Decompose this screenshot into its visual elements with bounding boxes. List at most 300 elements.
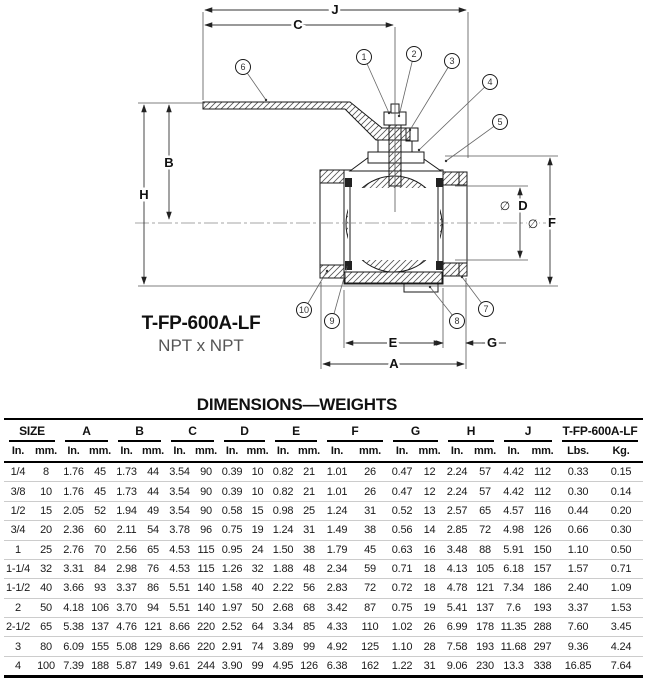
table-cell: 3.89 xyxy=(270,637,296,656)
dim-label-G: G xyxy=(486,335,498,350)
table-cell: 0.47 xyxy=(388,462,416,482)
table-cell: 2.85 xyxy=(443,521,471,540)
subheader-mm: mm. xyxy=(32,442,60,462)
table-cell: 220 xyxy=(193,618,219,637)
subheader-in: In. xyxy=(219,442,245,462)
table-cell: 13.3 xyxy=(499,656,528,676)
table-cell: 1.01 xyxy=(322,482,352,501)
table-cell: 140 xyxy=(193,598,219,617)
table-cell: 84 xyxy=(87,559,113,578)
table-cell: 65 xyxy=(140,540,166,559)
dim-label-J: J xyxy=(331,2,339,17)
dim-label-D: D xyxy=(518,198,528,213)
table-cell: 3 xyxy=(4,637,32,656)
table-cell: 0.75 xyxy=(388,598,416,617)
table-cell: 7.6 xyxy=(499,598,528,617)
table-cell: 0.47 xyxy=(388,482,416,501)
table-cell: 1.09 xyxy=(599,579,643,598)
table-cell: 2.11 xyxy=(113,521,140,540)
table-row xyxy=(4,540,643,559)
column-group-A: A xyxy=(60,419,113,442)
table-cell: 116 xyxy=(528,501,557,520)
table-cell: 4.92 xyxy=(322,637,352,656)
table-cell: 2.56 xyxy=(113,540,140,559)
table-cell: 26 xyxy=(352,462,388,482)
table-cell: 2.22 xyxy=(270,579,296,598)
table-cell: 15 xyxy=(245,501,270,520)
table-cell: 100 xyxy=(32,656,60,676)
callout-1: 1 xyxy=(361,52,367,62)
table-cell: 4.24 xyxy=(599,637,643,656)
table-cell: 6.38 xyxy=(322,656,352,676)
table-cell: 5.08 xyxy=(113,637,140,656)
table-cell: 297 xyxy=(528,637,557,656)
table-row xyxy=(4,521,643,540)
subheader-in: In. xyxy=(4,442,32,462)
table-cell: 24 xyxy=(245,540,270,559)
callout-6: 6 xyxy=(240,62,246,72)
ball xyxy=(346,176,442,272)
table-cell: 90 xyxy=(193,501,219,520)
table-cell: 7.58 xyxy=(443,637,471,656)
column-group-G: G xyxy=(388,419,443,442)
subheader-mm: mm. xyxy=(140,442,166,462)
table-cell: 5.51 xyxy=(166,579,193,598)
table-cell: 12 xyxy=(416,482,443,501)
table-cell: 193 xyxy=(528,598,557,617)
table-cell: 45 xyxy=(87,482,113,501)
table-cell: 9.06 xyxy=(443,656,471,676)
table-cell: 6.18 xyxy=(499,559,528,578)
table-cell: 1 xyxy=(4,540,32,559)
column-group-F: F xyxy=(322,419,388,442)
table-cell: 3.34 xyxy=(270,618,296,637)
table-cell: 150 xyxy=(528,540,557,559)
table-cell: 126 xyxy=(528,521,557,540)
table-cell: 64 xyxy=(245,618,270,637)
table-cell: 4.76 xyxy=(113,618,140,637)
table-cell: 16.85 xyxy=(557,656,599,676)
table-cell: 16 xyxy=(416,540,443,559)
table-cell: 4.33 xyxy=(322,618,352,637)
table-cell: 45 xyxy=(87,462,113,482)
table-cell: 38 xyxy=(352,521,388,540)
table-cell: 88 xyxy=(471,540,499,559)
table-cell: 57 xyxy=(471,482,499,501)
table-cell: 90 xyxy=(193,482,219,501)
table-cell: 54 xyxy=(140,521,166,540)
table-cell: 126 xyxy=(296,656,322,676)
table-cell: 230 xyxy=(471,656,499,676)
table-cell: 129 xyxy=(140,637,166,656)
table-cell: 155 xyxy=(87,637,113,656)
subheader-in: In. xyxy=(388,442,416,462)
table-cell: 157 xyxy=(528,559,557,578)
table-cell: 6.09 xyxy=(60,637,87,656)
table-cell: 112 xyxy=(528,482,557,501)
table-row xyxy=(4,482,643,501)
table-cell: 2.52 xyxy=(219,618,245,637)
table-cell: 7.39 xyxy=(60,656,87,676)
table-cell: 99 xyxy=(245,656,270,676)
table-cell: 115 xyxy=(193,540,219,559)
table-cell: 2-1/2 xyxy=(4,618,32,637)
table-cell: 0.82 xyxy=(270,462,296,482)
table-cell: 244 xyxy=(193,656,219,676)
table-cell: 1.79 xyxy=(322,540,352,559)
table-cell: 94 xyxy=(140,598,166,617)
table-cell: 9.61 xyxy=(166,656,193,676)
table-cell: 1.88 xyxy=(270,559,296,578)
subheader-mm: mm. xyxy=(416,442,443,462)
table-cell: 1.10 xyxy=(557,540,599,559)
table-cell: 48 xyxy=(296,559,322,578)
table-cell: 121 xyxy=(471,579,499,598)
table-cell: 10 xyxy=(245,482,270,501)
table-cell: 93 xyxy=(87,579,113,598)
dim-label-C: C xyxy=(293,17,303,32)
table-cell: 18 xyxy=(416,579,443,598)
table-cell: 10 xyxy=(32,482,60,501)
table-cell: 70 xyxy=(87,540,113,559)
table-cell: 3.31 xyxy=(60,559,87,578)
table-cell: 1.50 xyxy=(270,540,296,559)
table-cell: 1.02 xyxy=(388,618,416,637)
table-cell: 45 xyxy=(352,540,388,559)
table-cell: 76 xyxy=(140,559,166,578)
table-cell: 0.66 xyxy=(557,521,599,540)
table-cell: 1.73 xyxy=(113,462,140,482)
table-row xyxy=(4,579,643,598)
table-cell: 4.13 xyxy=(443,559,471,578)
callout-3: 3 xyxy=(449,56,455,66)
callout-4: 4 xyxy=(487,77,493,87)
connection-type: NPT x NPT xyxy=(158,336,244,355)
table-cell: 1.22 xyxy=(388,656,416,676)
table-cell: 4.57 xyxy=(499,501,528,520)
subheader-mm: mm. xyxy=(296,442,322,462)
table-cell: 21 xyxy=(296,462,322,482)
diameter-symbol-D: ∅ xyxy=(499,199,511,213)
table-cell: 149 xyxy=(140,656,166,676)
table-cell: 12 xyxy=(416,462,443,482)
table-cell: 5.38 xyxy=(60,618,87,637)
table-cell: 105 xyxy=(471,559,499,578)
model-number: T-FP-600A-LF xyxy=(141,313,261,334)
table-cell: 5.91 xyxy=(499,540,528,559)
table-cell: 1.53 xyxy=(599,598,643,617)
table-cell: 4.95 xyxy=(270,656,296,676)
subheader-mm: mm. xyxy=(352,442,388,462)
table-cell: 2.68 xyxy=(270,598,296,617)
table-cell: 52 xyxy=(87,501,113,520)
table-cell: 2.36 xyxy=(60,521,87,540)
dim-label-A: A xyxy=(389,356,399,371)
callout-9: 9 xyxy=(329,316,335,326)
table-row xyxy=(4,462,643,482)
table-cell: 7.64 xyxy=(599,656,643,676)
table-cell: 112 xyxy=(528,462,557,482)
table-cell: 4.53 xyxy=(166,540,193,559)
callout-10: 10 xyxy=(298,305,310,315)
table-cell: 60 xyxy=(87,521,113,540)
dimensions-table xyxy=(4,418,643,678)
table-cell: 6.99 xyxy=(443,618,471,637)
subheader-in: In. xyxy=(113,442,140,462)
subheader-kg: Kg. xyxy=(599,442,643,462)
table-cell: 1.24 xyxy=(322,501,352,520)
table-cell: 1.97 xyxy=(219,598,245,617)
table-row xyxy=(4,637,643,656)
table-body xyxy=(4,462,643,677)
table-cell: 20 xyxy=(32,521,60,540)
table-cell: 3.54 xyxy=(166,482,193,501)
subheader-in: In. xyxy=(322,442,352,462)
dim-label-H: H xyxy=(139,187,149,202)
table-cell: 4 xyxy=(4,656,32,676)
subheader-in: In. xyxy=(270,442,296,462)
table-cell: 1.58 xyxy=(219,579,245,598)
table-cell: 32 xyxy=(32,559,60,578)
table-cell: 99 xyxy=(296,637,322,656)
table-cell: 2.05 xyxy=(60,501,87,520)
table-cell: 32 xyxy=(245,559,270,578)
table-cell: 0.39 xyxy=(219,462,245,482)
column-group-T-FP-600A-LF: T-FP-600A-LF xyxy=(557,419,643,442)
table-cell: 4.42 xyxy=(499,462,528,482)
table-cell: 1-1/4 xyxy=(4,559,32,578)
table-cell: 31 xyxy=(352,501,388,520)
table-cell: 0.72 xyxy=(388,579,416,598)
table-cell: 0.44 xyxy=(557,501,599,520)
table-cell: 1.49 xyxy=(322,521,352,540)
table-cell: 5.51 xyxy=(166,598,193,617)
table-cell: 3.54 xyxy=(166,462,193,482)
table-cell: 44 xyxy=(140,462,166,482)
table-cell: 57 xyxy=(471,462,499,482)
table-cell: 11.68 xyxy=(499,637,528,656)
table-cell: 3.90 xyxy=(219,656,245,676)
table-cell: 0.52 xyxy=(388,501,416,520)
table-cell: 0.33 xyxy=(557,462,599,482)
table-cell: 90 xyxy=(193,462,219,482)
subheader-mm: mm. xyxy=(471,442,499,462)
table-cell: 3.45 xyxy=(599,618,643,637)
table-cell: 65 xyxy=(32,618,60,637)
table-cell: 2.24 xyxy=(443,462,471,482)
table-cell: 0.15 xyxy=(599,462,643,482)
subheader-in: In. xyxy=(166,442,193,462)
subheader-in: In. xyxy=(443,442,471,462)
valve-handle xyxy=(203,102,410,140)
table-cell: 0.71 xyxy=(599,559,643,578)
table-cell: 1.01 xyxy=(322,462,352,482)
table-cell: 1.73 xyxy=(113,482,140,501)
table-cell: 110 xyxy=(352,618,388,637)
table-cell: 338 xyxy=(528,656,557,676)
table-cell: 2.57 xyxy=(443,501,471,520)
table-cell: 4.53 xyxy=(166,559,193,578)
table-cell: 3.66 xyxy=(60,579,87,598)
subheader-mm: mm. xyxy=(528,442,557,462)
table-header xyxy=(4,419,643,462)
table-cell: 4.98 xyxy=(499,521,528,540)
table-title: DIMENSIONS—WEIGHTS xyxy=(196,395,398,414)
table-cell: 4.78 xyxy=(443,579,471,598)
table-cell: 0.63 xyxy=(388,540,416,559)
column-group-E: E xyxy=(270,419,322,442)
dim-label-E: E xyxy=(388,335,398,350)
table-cell: 0.95 xyxy=(219,540,245,559)
table-cell: 2 xyxy=(4,598,32,617)
table-row xyxy=(4,559,643,578)
table-cell: 19 xyxy=(416,598,443,617)
table-row xyxy=(4,656,643,676)
table-cell: 50 xyxy=(32,598,60,617)
table-cell: 0.75 xyxy=(219,521,245,540)
table-cell: 0.30 xyxy=(599,521,643,540)
table-cell: 0.30 xyxy=(557,482,599,501)
table-cell: 0.50 xyxy=(599,540,643,559)
table-cell: 178 xyxy=(471,618,499,637)
table-cell: 1.76 xyxy=(60,462,87,482)
table-cell: 8.66 xyxy=(166,637,193,656)
table-cell: 288 xyxy=(528,618,557,637)
table-cell: 68 xyxy=(296,598,322,617)
table-cell: 5.87 xyxy=(113,656,140,676)
subheader-lbs: Lbs. xyxy=(557,442,599,462)
table-cell: 2.76 xyxy=(60,540,87,559)
table-cell: 137 xyxy=(471,598,499,617)
table-row xyxy=(4,598,643,617)
table-cell: 49 xyxy=(140,501,166,520)
column-group-J: J xyxy=(499,419,557,442)
table-cell: 1.94 xyxy=(113,501,140,520)
table-cell: 56 xyxy=(296,579,322,598)
table-cell: 11.35 xyxy=(499,618,528,637)
table-cell: 2.34 xyxy=(322,559,352,578)
table-cell: 106 xyxy=(87,598,113,617)
table-cell: 188 xyxy=(87,656,113,676)
table-cell: 0.58 xyxy=(219,501,245,520)
table-cell: 13 xyxy=(416,501,443,520)
table-cell: 2.24 xyxy=(443,482,471,501)
callout-2: 2 xyxy=(411,49,417,59)
table-cell: 14 xyxy=(416,521,443,540)
subheader-mm: mm. xyxy=(245,442,270,462)
table-cell: 121 xyxy=(140,618,166,637)
table-cell: 40 xyxy=(32,579,60,598)
table-cell: 96 xyxy=(193,521,219,540)
table-row xyxy=(4,501,643,520)
column-group-H: H xyxy=(443,419,499,442)
column-group-B: B xyxy=(113,419,166,442)
table-cell: 3/8 xyxy=(4,482,32,501)
table-cell: 2.91 xyxy=(219,637,245,656)
table-cell: 8.66 xyxy=(166,618,193,637)
table-cell: 0.82 xyxy=(270,482,296,501)
table-cell: 8 xyxy=(32,462,60,482)
table-cell: 1.10 xyxy=(388,637,416,656)
table-cell: 3.78 xyxy=(166,521,193,540)
table-cell: 3.54 xyxy=(166,501,193,520)
table-cell: 3.37 xyxy=(113,579,140,598)
table-cell: 0.56 xyxy=(388,521,416,540)
table-cell: 38 xyxy=(296,540,322,559)
diameter-symbol-F: ∅ xyxy=(527,217,539,231)
table-cell: 50 xyxy=(245,598,270,617)
column-group-D: D xyxy=(219,419,270,442)
table-cell: 1/4 xyxy=(4,462,32,482)
subheader-in: In. xyxy=(60,442,87,462)
table-cell: 125 xyxy=(352,637,388,656)
callout-8: 8 xyxy=(454,316,460,326)
table-cell: 28 xyxy=(416,637,443,656)
callout-5: 5 xyxy=(497,117,503,127)
table-cell: 72 xyxy=(352,579,388,598)
table-cell: 0.39 xyxy=(219,482,245,501)
column-group-SIZE: SIZE xyxy=(4,419,60,442)
table-cell: 193 xyxy=(471,637,499,656)
table-cell: 40 xyxy=(245,579,270,598)
table-cell: 3.37 xyxy=(557,598,599,617)
table-cell: 5.41 xyxy=(443,598,471,617)
table-cell: 85 xyxy=(296,618,322,637)
table-cell: 25 xyxy=(32,540,60,559)
table-cell: 65 xyxy=(471,501,499,520)
table-cell: 15 xyxy=(32,501,60,520)
table-cell: 3.70 xyxy=(113,598,140,617)
table-cell: 0.71 xyxy=(388,559,416,578)
table-cell: 220 xyxy=(193,637,219,656)
table-cell: 26 xyxy=(352,482,388,501)
table-cell: 186 xyxy=(528,579,557,598)
table-cell: 87 xyxy=(352,598,388,617)
table-cell: 25 xyxy=(296,501,322,520)
table-cell: 2.83 xyxy=(322,579,352,598)
table-cell: 31 xyxy=(296,521,322,540)
table-cell: 0.98 xyxy=(270,501,296,520)
subheader-mm: mm. xyxy=(87,442,113,462)
table-cell: 9.36 xyxy=(557,637,599,656)
table-cell: 10 xyxy=(245,462,270,482)
table-cell: 1.76 xyxy=(60,482,87,501)
table-cell: 140 xyxy=(193,579,219,598)
table-cell: 2.98 xyxy=(113,559,140,578)
table-cell: 21 xyxy=(296,482,322,501)
table-cell: 59 xyxy=(352,559,388,578)
table-cell: 7.60 xyxy=(557,618,599,637)
callout-7: 7 xyxy=(483,304,489,314)
subheader-in: In. xyxy=(499,442,528,462)
column-group-C: C xyxy=(166,419,219,442)
table-cell: 2.40 xyxy=(557,579,599,598)
table-cell: 0.14 xyxy=(599,482,643,501)
table-cell: 19 xyxy=(245,521,270,540)
table-cell: 1-1/2 xyxy=(4,579,32,598)
table-cell: 3.42 xyxy=(322,598,352,617)
table-cell: 7.34 xyxy=(499,579,528,598)
table-cell: 44 xyxy=(140,482,166,501)
table-cell: 0.20 xyxy=(599,501,643,520)
table-cell: 31 xyxy=(416,656,443,676)
table-cell: 18 xyxy=(416,559,443,578)
table-cell: 1/2 xyxy=(4,501,32,520)
dim-label-B: B xyxy=(164,155,174,170)
table-cell: 26 xyxy=(416,618,443,637)
table-cell: 1.24 xyxy=(270,521,296,540)
table-cell: 4.18 xyxy=(60,598,87,617)
